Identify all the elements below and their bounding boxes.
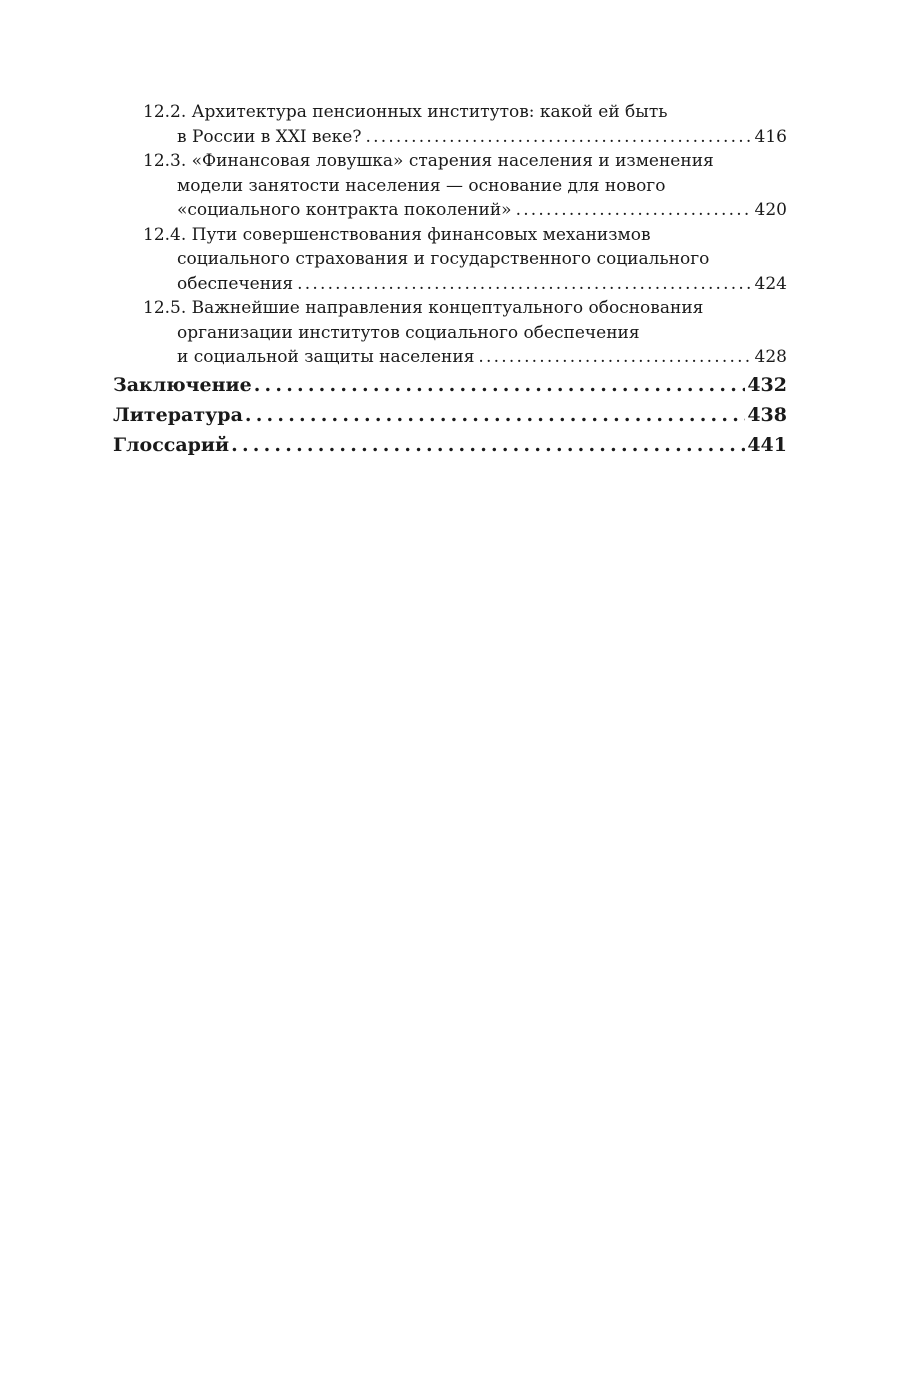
toc-entry-title: Заключение bbox=[113, 373, 252, 396]
toc-entry-text: в России в XXI веке? bbox=[177, 126, 362, 147]
table-of-contents bbox=[113, 100, 787, 460]
page-number: 428 bbox=[754, 347, 787, 367]
toc-entry-text: 12.4. Пути совершенствования финансовых механизмов bbox=[143, 224, 651, 245]
toc-entry-title: Глоссарий bbox=[113, 433, 230, 456]
page-number: 424 bbox=[754, 273, 787, 294]
toc-entry-literature[interactable] bbox=[113, 400, 787, 430]
toc-entry-last-line bbox=[143, 125, 787, 150]
toc-entry-text: «социального контракта поколений» bbox=[177, 200, 512, 220]
toc-entry-text: 12.3. «Финансовая ловушка» старения населения и изменения bbox=[143, 151, 714, 171]
page-number: 432 bbox=[747, 373, 787, 396]
toc-entry-text: 12.2. Архитектура пенсионных институтов: какой ей быть bbox=[143, 102, 668, 122]
toc-entry-text: и социальной защиты населения bbox=[177, 347, 475, 367]
leader-dots bbox=[254, 370, 746, 400]
toc-entry-title: Литература bbox=[113, 403, 243, 426]
toc-entry-last-line bbox=[143, 345, 787, 370]
page-number: 416 bbox=[754, 126, 787, 147]
toc-entry-text: 12.5. Важнейшие направления концептуального обоснования bbox=[143, 298, 704, 318]
toc-entry-12-2[interactable] bbox=[113, 100, 787, 149]
leader-dots bbox=[245, 400, 745, 430]
leader-dots bbox=[297, 272, 750, 297]
toc-entry-text: обеспечения bbox=[177, 273, 294, 294]
leader-dots bbox=[366, 125, 751, 150]
toc-entry-12-5[interactable] bbox=[113, 296, 787, 370]
leader-dots bbox=[478, 345, 750, 370]
toc-entry-glossary[interactable] bbox=[113, 430, 787, 460]
page-number: 441 bbox=[747, 433, 787, 456]
toc-entry-12-3[interactable] bbox=[113, 149, 787, 223]
leader-dots bbox=[231, 430, 745, 460]
page-number: 420 bbox=[754, 200, 787, 220]
leader-dots bbox=[516, 198, 751, 223]
page-number: 438 bbox=[747, 403, 787, 426]
toc-entry-text: организации институтов социального обеспечения bbox=[177, 322, 640, 343]
toc-entry-last-line bbox=[143, 272, 787, 297]
toc-entry-text: модели занятости населения — основание для нового bbox=[177, 175, 666, 196]
toc-entry-12-4[interactable] bbox=[113, 223, 787, 297]
toc-entry-last-line bbox=[143, 198, 787, 223]
toc-entry-conclusion[interactable] bbox=[113, 370, 787, 400]
toc-entry-text: социального страхования и государственного социального bbox=[177, 249, 710, 269]
